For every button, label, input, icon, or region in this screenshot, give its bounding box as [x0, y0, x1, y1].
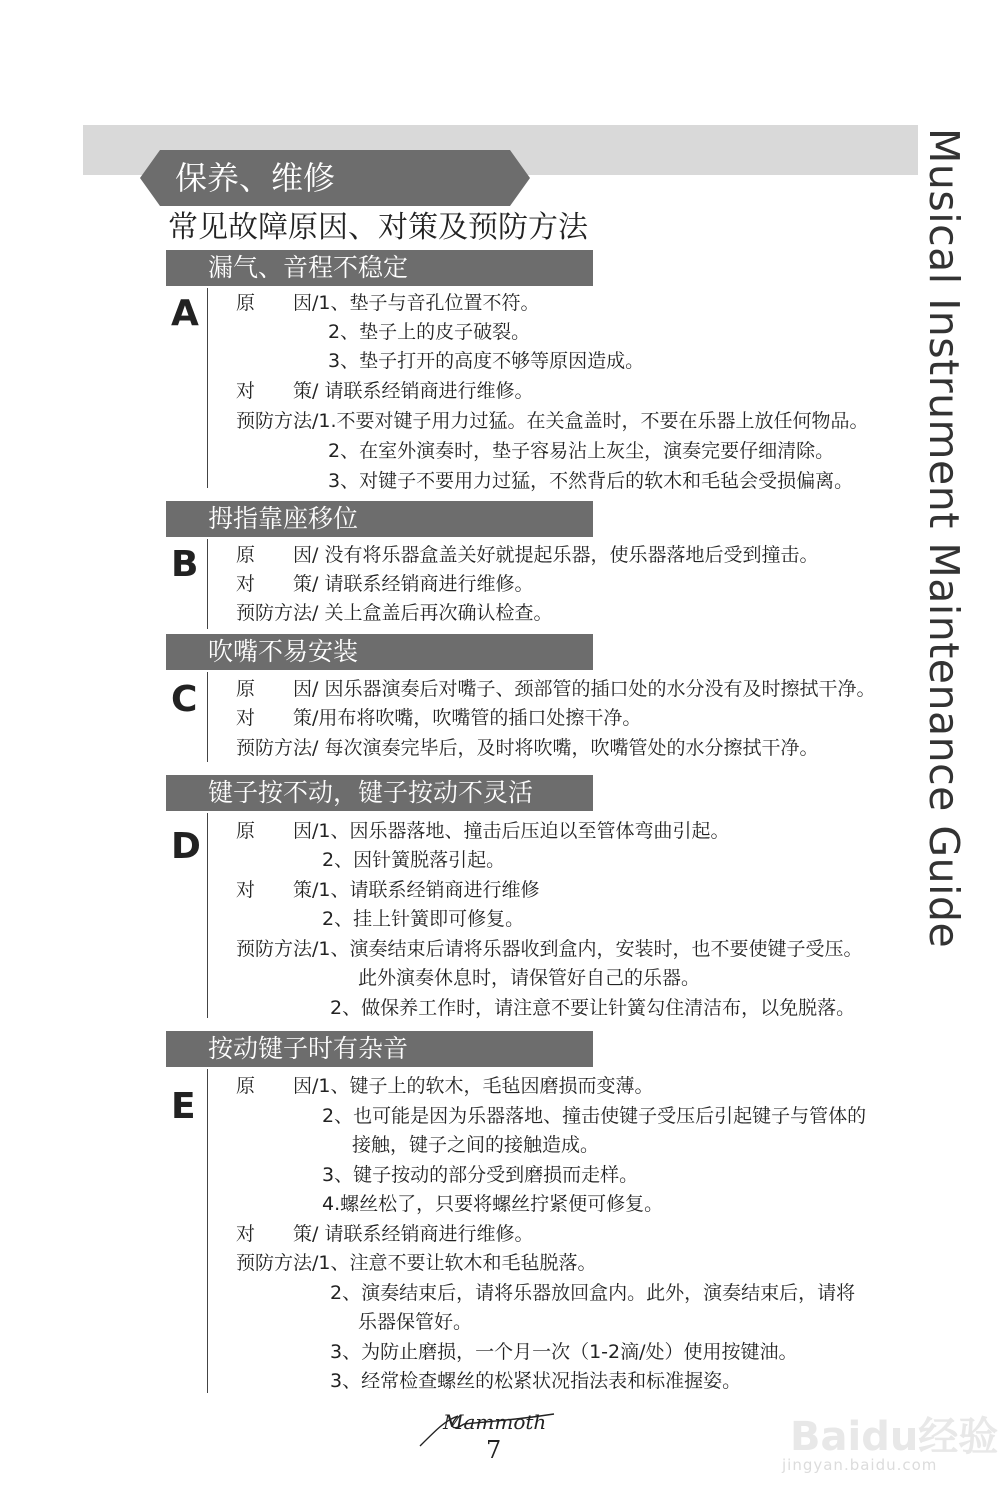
section-divider [207, 539, 208, 629]
section-letter: E [171, 1086, 196, 1127]
list-item: 2、挂上针簧即可修复。 [322, 908, 525, 930]
header-tag: 保养、维修 [175, 159, 336, 197]
section-letter: B [171, 544, 199, 585]
list-item: 原 因/1、键子上的软木，毛毡因磨损而变薄。 [236, 1075, 654, 1097]
section-divider [207, 288, 208, 488]
list-item: 2、在室外演奏时，垫子容易沾上灰尘，演奏完要仔细清除。 [328, 440, 835, 462]
watermark-url: jingyan.baidu.com [782, 1456, 938, 1474]
section-divider [207, 1069, 208, 1393]
section-letter: A [171, 293, 199, 334]
list-item: 2、做保养工作时，请注意不要让针簧勾住清洁布，以免脱落。 [330, 997, 856, 1019]
list-item: 原 因/1、垫子与音孔位置不符。 [236, 292, 540, 314]
list-item: 2、因针簧脱落引起。 [322, 849, 506, 871]
list-item: 对 策/ 请联系经销商进行维修。 [236, 573, 534, 595]
section-title: 漏气、音程不稳定 [166, 250, 593, 286]
section-title: 按动键子时有杂音 [166, 1031, 593, 1067]
list-item: 对 策/1、请联系经销商进行维修 [236, 879, 540, 901]
side-title: Musical Instrument Maintenance Guide [920, 128, 968, 949]
list-item: 对 策/ 请联系经销商进行维修。 [236, 1223, 534, 1245]
page-subtitle: 常见故障原因、对策及预防方法 [168, 210, 588, 245]
list-item: 对 策/用布将吹嘴，吹嘴管的插口处擦干净。 [236, 707, 642, 729]
list-item: 2、也可能是因为乐器落地、撞击使键子受压后引起键子与管体的 [322, 1105, 867, 1127]
list-item: 3、经常检查螺丝的松紧状况指法表和标准握姿。 [330, 1370, 742, 1392]
list-item: 原 因/1、因乐器落地、撞击后压迫以至管体弯曲引起。 [236, 820, 730, 842]
list-item: 2、演奏结束后，请将乐器放回盒内。此外，演奏结束后，请将 [330, 1282, 856, 1304]
page-number: 7 [486, 1436, 502, 1464]
section-letter: D [171, 826, 201, 867]
list-item: 预防方法/1、注意不要让软木和毛毡脱落。 [236, 1252, 597, 1274]
list-item: 预防方法/ 每次演奏完毕后，及时将吹嘴，吹嘴管处的水分擦拭干净。 [236, 737, 819, 759]
list-item: 3、对键子不要用力过猛，不然背后的软木和毛毡会受损偏离。 [328, 470, 854, 492]
list-item: 预防方法/1.不要对键子用力过猛。在关盒盖时，不要在乐器上放任何物品。 [236, 410, 869, 432]
list-item: 2、垫子上的皮子破裂。 [328, 321, 531, 343]
section-letter: C [171, 679, 198, 720]
list-item: 此外演奏休息时，请保管好自己的乐器。 [358, 967, 701, 989]
list-item: 3、垫子打开的高度不够等原因造成。 [328, 350, 645, 372]
section-divider [207, 672, 208, 762]
section-title: 键子按不动，键子按动不灵活 [166, 775, 593, 811]
list-item: 原 因/ 没有将乐器盒盖关好就提起乐器，使乐器落地后受到撞击。 [236, 544, 819, 566]
list-item: 4.螺丝松了，只要将螺丝拧紧便可修复。 [322, 1193, 664, 1215]
list-item: 对 策/ 请联系经销商进行维修。 [236, 380, 534, 402]
watermark-brand: Baidu经验 [790, 1414, 999, 1460]
brand-logo-text: Mammoth [443, 1410, 547, 1434]
section-divider [207, 813, 208, 1018]
list-item: 乐器保管好。 [358, 1311, 473, 1333]
list-item: 接触，键子之间的接触造成。 [352, 1134, 600, 1156]
list-item: 3、键子按动的部分受到磨损而走样。 [322, 1164, 639, 1186]
list-item: 预防方法/ 关上盒盖后再次确认检查。 [236, 602, 553, 624]
section-title: 拇指靠座移位 [166, 501, 593, 537]
section-title: 吹嘴不易安装 [166, 634, 593, 670]
list-item: 原 因/ 因乐器演奏后对嘴子、颈部管的插口处的水分没有及时擦拭干净。 [236, 678, 876, 700]
list-item: 预防方法/1、演奏结束后请将乐器收到盒内，安装时，也不要使键子受压。 [236, 938, 863, 960]
list-item: 3、为防止磨损，一个月一次（1-2滴/处）使用按键油。 [330, 1341, 798, 1363]
